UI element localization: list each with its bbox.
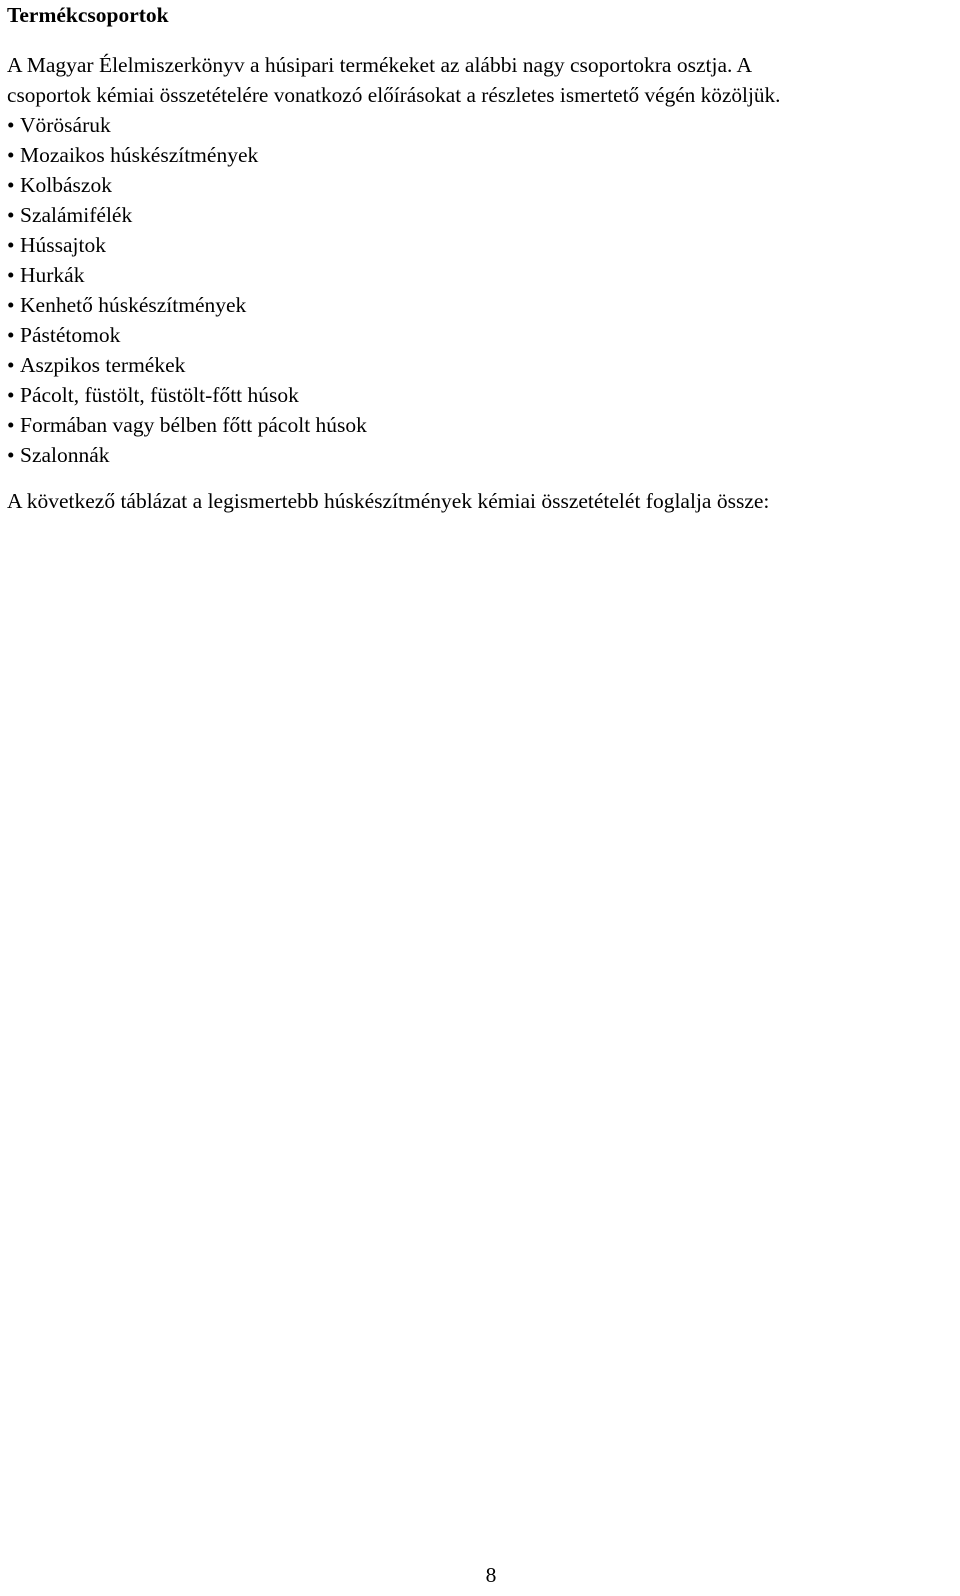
bullet-icon: •: [7, 383, 15, 407]
list-item-label: Hurkák: [20, 263, 85, 287]
bullet-icon: •: [7, 233, 15, 257]
list-item: [7, 440, 367, 470]
list-item-label: Mozaikos húskészítmények: [20, 143, 259, 167]
page-number: 8: [485, 1563, 497, 1587]
bullet-icon: •: [7, 323, 15, 347]
list-item-label: Pácolt, füstölt, füstölt-főtt húsok: [20, 383, 299, 407]
section-heading: Termékcsoportok: [7, 3, 169, 27]
product-group-list: [7, 110, 367, 470]
bullet-icon: •: [7, 443, 15, 467]
list-item-label: Hússajtok: [20, 233, 106, 257]
list-item-label: Formában vagy bélben főtt pácolt húsok: [20, 413, 367, 437]
list-item-label: Pástétomok: [20, 323, 121, 347]
list-item: [7, 140, 367, 170]
bullet-icon: •: [7, 413, 15, 437]
closing-paragraph: A következő táblázat a legismertebb húskészítmények kémiai összetételét foglalja össze:: [7, 489, 770, 513]
list-item: [7, 170, 367, 200]
intro-line-2: csoportok kémiai összetételére vonatkozó előírásokat a részletes ismertető végén közöljük.: [7, 83, 781, 107]
list-item-label: Kenhető húskészítmények: [20, 293, 247, 317]
list-item-label: Kolbászok: [20, 173, 112, 197]
list-item: [7, 290, 367, 320]
bullet-icon: •: [7, 263, 15, 287]
list-item: [7, 320, 367, 350]
list-item: [7, 410, 367, 440]
list-item-label: Aszpikos termékek: [20, 353, 186, 377]
list-item: [7, 110, 367, 140]
bullet-icon: •: [7, 143, 15, 167]
list-item-label: Szalonnák: [20, 443, 110, 467]
list-item: [7, 230, 367, 260]
bullet-icon: •: [7, 353, 15, 377]
intro-line-1: A Magyar Élelmiszerkönyv a húsipari termékeket az alábbi nagy csoportokra osztja. A: [7, 53, 753, 77]
bullet-icon: •: [7, 293, 15, 317]
bullet-icon: •: [7, 173, 15, 197]
list-item: [7, 260, 367, 290]
list-item: [7, 200, 367, 230]
list-item-label: Szalámifélék: [20, 203, 133, 227]
list-item-label: Vörösáruk: [20, 113, 111, 137]
intro-paragraph: [7, 50, 952, 110]
list-item: [7, 380, 367, 410]
list-item: [7, 350, 367, 380]
bullet-icon: •: [7, 113, 15, 137]
bullet-icon: •: [7, 203, 15, 227]
